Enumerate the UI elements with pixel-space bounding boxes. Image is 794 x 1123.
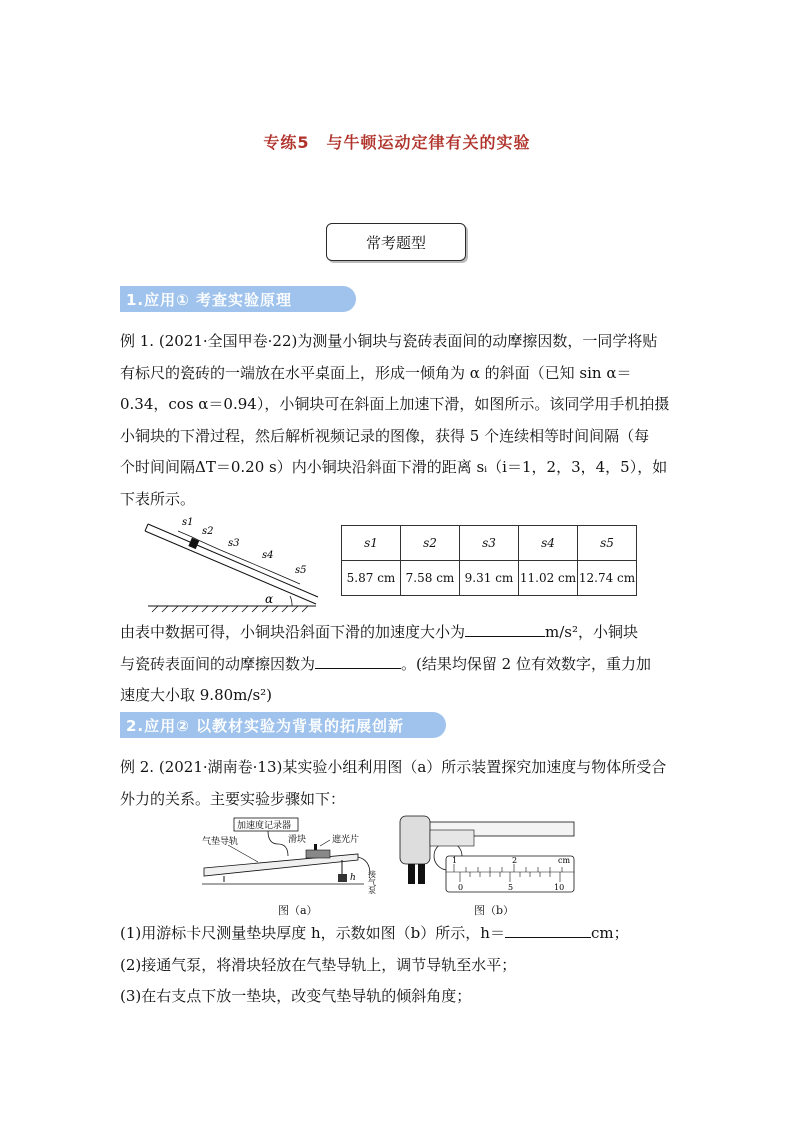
step-1-unit: cm； [590,924,629,942]
topic-banner-2-label: 2.应用② 以教材实验为背景的拓展创新 [126,716,405,735]
distance-table [341,525,637,596]
example-1-line: 下表所示。 [120,489,196,508]
example-2-line: 外力的关系。主要实验步骤如下： [120,789,346,808]
question-2-note: 。(结果均保留 2 位有效数字，重力加 [401,654,651,673]
answer-blank-thickness[interactable] [505,921,591,938]
example-1-question [120,617,676,712]
step-1-text: (1)用游标卡尺测量垫块厚度 h，示数如图（b）所示，h＝ [120,924,505,942]
question-line-3: 速度大小取 9.80m/s²) [120,686,273,704]
incline-figure [140,512,330,614]
example-1-line: 个时间间隔ΔT＝0.20 s）内小铜块沿斜面下滑的距离 sᵢ（i＝1，2，3，4，5），如 [120,458,668,476]
recorder-label: 加速度记录器 [237,821,292,831]
s4-label: s4 [262,550,274,561]
angle-label: α [265,592,274,606]
question-line-1 [120,617,676,649]
page-title: 专练5 与牛顿运动定律有关的实验 [263,133,531,152]
figure-a-caption: 图（a） [278,904,318,917]
step-1-line [120,918,676,950]
vernier-scale-10: 10 [554,883,565,892]
s1-label: s1 [182,517,194,528]
example-1-text [120,326,676,515]
shade-label: 遮光片 [332,835,360,845]
step-2-line: (2)接通气泵，将滑块轻放在气垫导轨上，调节导轨至水平； [120,955,517,974]
vernier-caliper-figure [394,812,578,902]
table-header-cell: s1 [342,526,401,561]
s2-label: s2 [202,526,214,537]
topic-banner-2 [120,712,446,738]
section-heading-label: 常考题型 [365,233,426,252]
topic-banner-1 [120,286,356,312]
example-1-line: 例 1. (2021·全国甲卷·22)为测量小铜块与瓷砖表面间的动摩擦因数，一同学将贴 [120,332,658,350]
example-2-line: 例 2. (2021·湖南卷·13)某实验小组利用图（a）所示装置探究加速度与物体所受合 [120,758,667,776]
pad-block [338,874,347,882]
question-line-2 [120,649,676,681]
main-scale-1: 1 [452,856,458,865]
step-3-line: (3)在右支点下放一垫块，改变气垫导轨的倾斜角度； [120,987,472,1005]
table-cell: 12.74 cm [578,561,637,596]
table-cell: 11.02 cm [519,561,578,596]
table-header-cell: s3 [460,526,519,561]
track-label: 气垫导轨 [202,837,239,847]
table-row [342,561,637,596]
topic-banner-1-label: 1.应用① 考查实验原理 [126,290,293,309]
figure-b-caption: 图（b） [474,904,515,917]
air-track-figure [198,814,388,900]
vernier-scale-0: 0 [458,883,464,892]
s3-label: s3 [228,538,240,549]
s5-label: s5 [295,565,307,576]
table-cell: 5.87 cm [342,561,401,596]
question-2-text: 与瓷砖表面间的动摩擦因数为 [120,654,316,673]
answer-blank-friction[interactable] [315,652,401,669]
example-2-steps [120,918,676,1013]
example-1-line: 小铜块的下滑过程，然后解析视频记录的图像，获得 5 个连续相等时间间隔（每 [120,426,650,445]
example-1-line: 有标尺的瓷砖的一端放在水平桌面上，形成一倾角为 α 的斜面（已知 sin α＝ [120,363,632,382]
answer-blank-acceleration[interactable] [465,620,545,637]
table-cell: 9.31 cm [460,561,519,596]
table-header-row [342,526,637,561]
table-header-cell: s2 [401,526,460,561]
main-scale-2: 2 [512,856,518,865]
table-header-cell: s5 [578,526,637,561]
slider-label: 滑块 [288,835,307,845]
table-header-cell: s4 [519,526,578,561]
h-label: h [350,873,356,883]
example-1-line: 0.34，cos α＝0.94），小铜块可在斜面上加速下滑，如图所示。该同学用手机拍摄 [120,395,670,413]
question-1-text: 由表中数据可得，小铜块沿斜面下滑的加速度大小为 [120,623,466,641]
section-heading [326,223,466,261]
question-1-unit: m/s²，小铜块 [545,623,639,641]
example-2-text [120,752,676,815]
scale-unit: cm [558,856,571,865]
table-cell: 7.58 cm [401,561,460,596]
pump-label: 接气泵 [367,870,377,894]
vernier-scale-5: 5 [508,883,514,892]
